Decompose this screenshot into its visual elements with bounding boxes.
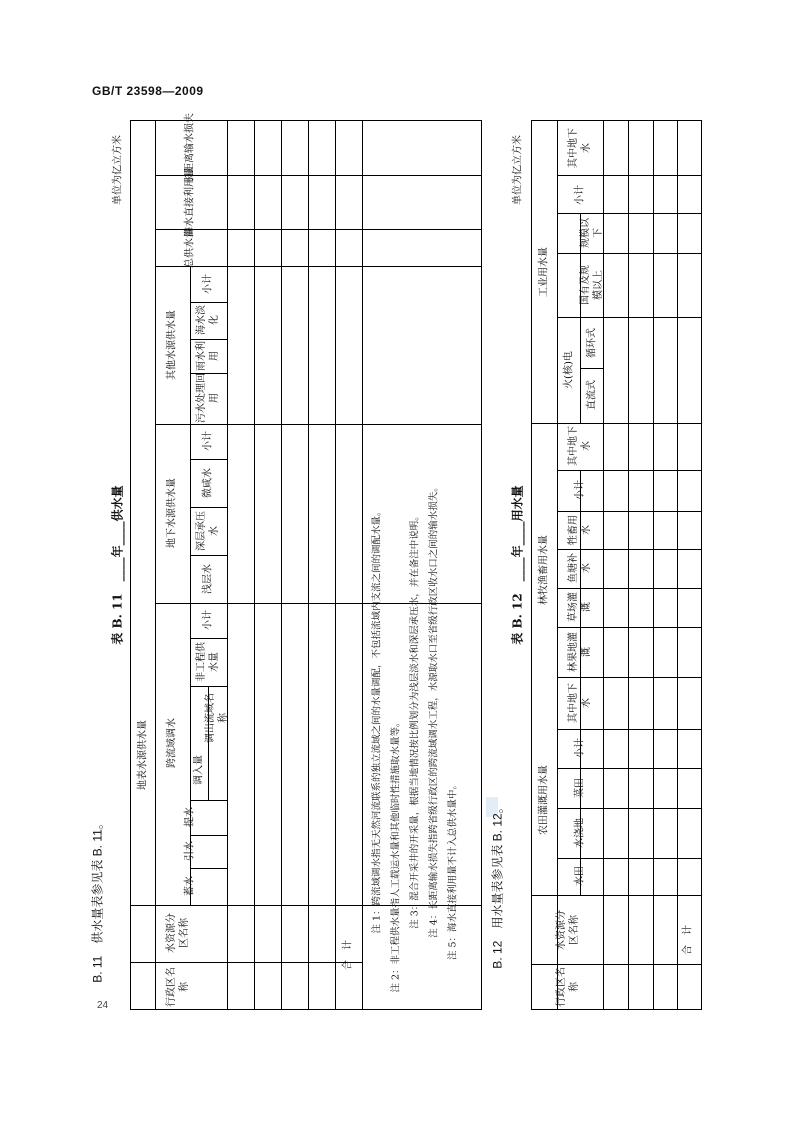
col-fish-pond: 鱼塘补水 xyxy=(568,553,592,583)
col-paddy: 水田 xyxy=(574,866,586,886)
col-other-subtotal: 小计 xyxy=(202,274,214,294)
col-seawater-desal: 海水淡化 xyxy=(196,305,220,335)
col-of-which-ground-2: 其中地下水 xyxy=(568,426,592,466)
note-2: 注 2：非工程供水量指人工载运水量和其他临时性措施取水量等。 xyxy=(390,717,402,993)
header-code: GB/T 23598—2009 xyxy=(92,84,204,98)
group-forestry: 林牧渔畜用水量 xyxy=(538,535,550,605)
note-4: 注 4：长距离输水损失指跨省级行政区的跨流域调水工程，水源取水口至省级行政区收水口之间的输水损失。 xyxy=(428,482,440,938)
col-orchard: 林果地灌溉 xyxy=(568,632,592,672)
col-seawater-direct: 海水直接利用量 xyxy=(184,167,196,237)
col-forestry-subtotal: 小计 xyxy=(574,480,586,500)
col-of-which-ground-1: 其中地下水 xyxy=(568,128,592,168)
note-3: 注 3：混合开采井的开采量，根据当地情况按比例划分为浅层淡水和深层承压水，并在备注中说明。 xyxy=(409,511,421,929)
col-livestock: 牲畜用水 xyxy=(568,515,592,545)
table-b11-title: 表 B. 11 ____年____供水量 xyxy=(110,485,125,645)
col-water-zone-b12: 水资源分区名称 xyxy=(556,910,580,950)
section-b11-heading: B. 11 供水量表参见表 B. 11。 xyxy=(90,817,105,983)
col-industry-subtotal: 小计 xyxy=(574,185,586,205)
group-industry: 工业用水量 xyxy=(538,247,550,297)
col-transfer-in: 调入量 xyxy=(193,755,205,785)
total-row-b12: 合 计 xyxy=(682,925,694,955)
col-circulating: 循环式 xyxy=(586,328,598,358)
col-farmland-subtotal: 小计 xyxy=(574,738,586,758)
col-brackish: 微咸水 xyxy=(202,468,214,498)
col-vegetable: 菜田 xyxy=(574,778,586,798)
col-total-supply: 总供水量 xyxy=(184,228,196,268)
note-1: 注 1：跨流域调水指无天然河流联系的独立流域之间的水量调配，不包括流域内支流之间的调配水量。 xyxy=(371,506,383,934)
group-farmland: 农田灌溉用水量 xyxy=(538,765,550,835)
table-b12-title: 表 B. 12 ____年____用水量 xyxy=(510,485,525,645)
section-b12-heading: B. 12 用水量表参见表 B. 12。 xyxy=(490,801,505,969)
group-other-supply: 其他水源供水量 xyxy=(166,310,178,380)
unit-label-b11: 单位为亿立方米 xyxy=(112,135,124,205)
col-ground-subtotal: 小计 xyxy=(202,431,214,451)
note-5: 注 5：海水直接利用量不计入总供水量中。 xyxy=(447,779,459,961)
col-once-through: 直流式 xyxy=(586,380,598,410)
col-surface-subtotal: 小计 xyxy=(202,610,214,630)
col-deep-confined: 深层承压水 xyxy=(196,511,220,551)
col-rainwater: 雨水利用 xyxy=(196,341,220,371)
group-thermal: 火(核)电 xyxy=(563,351,575,389)
col-long-distance-loss: 长距离输水损失 xyxy=(184,113,196,183)
col-transfer-out-basin: 调出流域名称 xyxy=(205,693,229,743)
group-surface-supply: 地表水源供水量 xyxy=(137,720,149,790)
total-row-b11: 合 计 xyxy=(342,940,354,970)
col-storage: 蓄水 xyxy=(184,876,196,896)
col-region-b11: 行政区名称 xyxy=(166,967,190,1007)
col-non-engineering: 非工程供水量 xyxy=(196,642,220,682)
col-below-scale: 规模以下 xyxy=(580,218,604,248)
col-pasture: 草场灌溉 xyxy=(568,592,592,622)
col-state-owned: 国有及规模以上 xyxy=(580,265,604,305)
col-irrigated-land: 水浇地 xyxy=(574,818,586,848)
col-sewage-reuse: 污水处理回用 xyxy=(196,373,220,423)
unit-label-b12: 单位为亿立方米 xyxy=(512,135,524,205)
col-of-which-ground-3: 其中地下水 xyxy=(568,683,592,723)
col-diversion: 引水 xyxy=(184,841,196,861)
page-number: 24 xyxy=(97,1000,109,1011)
col-water-zone-b11: 水资源分区名称 xyxy=(166,913,190,953)
col-shallow: 浅层水 xyxy=(202,564,214,594)
col-lifting: 提水 xyxy=(184,807,196,827)
col-region-b12: 行政区名称 xyxy=(556,967,580,1007)
group-ground-supply: 地下水源供水量 xyxy=(166,478,178,548)
group-cross-basin: 跨流域调水 xyxy=(166,718,178,768)
